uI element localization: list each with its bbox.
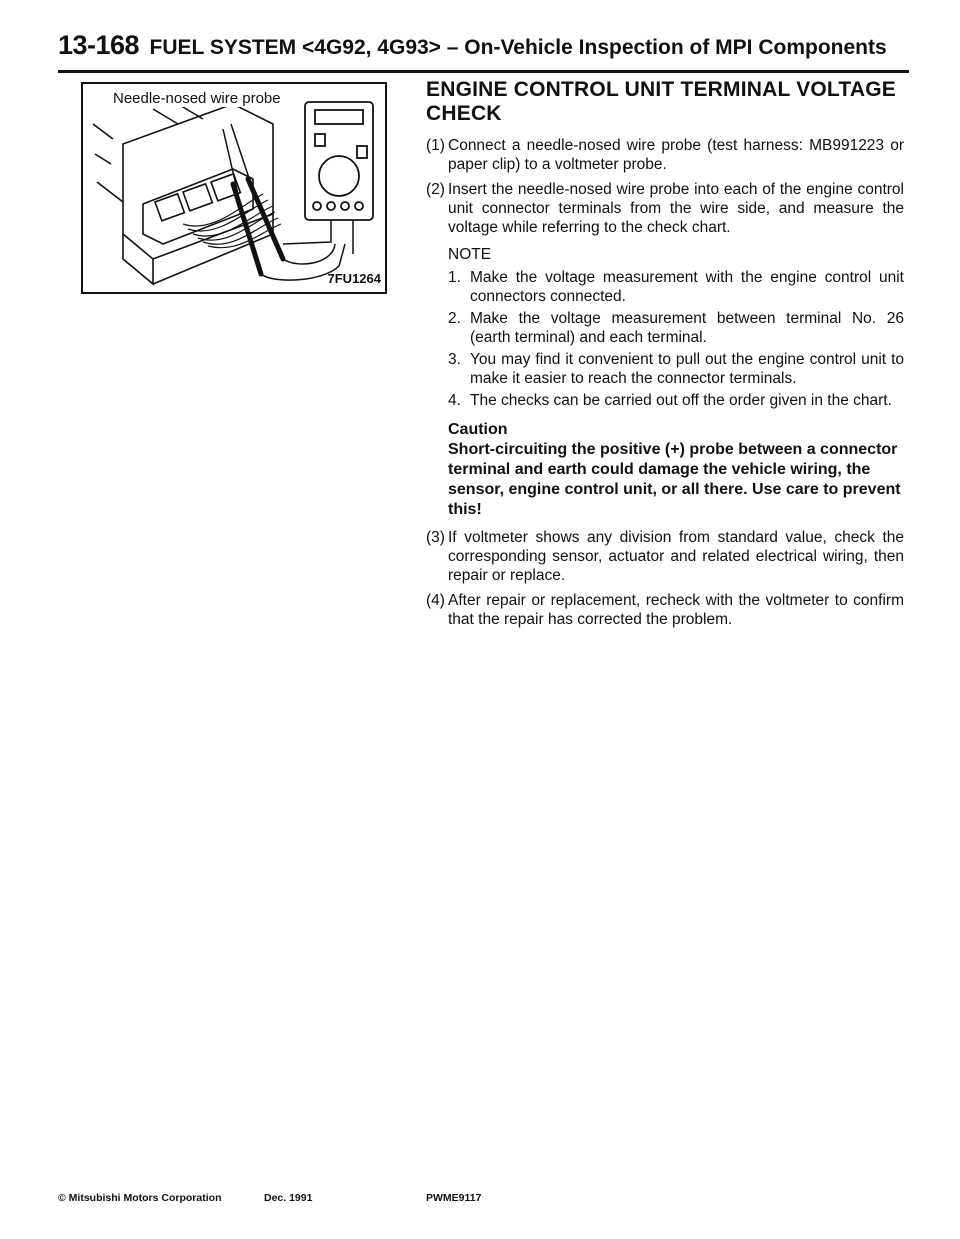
step-text: After repair or replacement, recheck with the voltmeter to confirm that the repair has corrected the problem. xyxy=(448,592,904,628)
figure-code: 7FU1264 xyxy=(327,271,381,286)
caution-block xyxy=(448,420,904,520)
note-label: NOTE xyxy=(448,246,492,263)
note-item xyxy=(448,268,904,306)
note-text: You may find it convenient to pull out the engine control unit to make it easier to reach the connector terminals. xyxy=(470,351,904,387)
main-content xyxy=(426,78,904,635)
illustration-figure xyxy=(81,82,387,294)
note-text: Make the voltage measurement between terminal No. 26 (earth terminal) and each terminal. xyxy=(470,310,904,346)
footer-date: Dec. 1991 xyxy=(264,1192,313,1204)
note-item xyxy=(448,350,904,388)
page-header-title: FUEL SYSTEM <4G92, 4G93> – On-Vehicle Inspection of MPI Components xyxy=(149,36,887,59)
footer-code: PWME9117 xyxy=(426,1192,482,1204)
note-item xyxy=(448,391,904,410)
step-item xyxy=(426,180,904,237)
header-rule xyxy=(58,70,909,73)
step-number: (4) xyxy=(426,592,445,609)
note-number: 3. xyxy=(448,351,461,368)
section-title: ENGINE CONTROL UNIT TERMINAL VOLTAGE CHECK xyxy=(426,78,896,125)
step-text: Insert the needle-nosed wire probe into each of the engine control unit connector terminals from the wire side, and measure the voltage while referring to the check chart. xyxy=(448,181,904,236)
note-number: 4. xyxy=(448,392,461,409)
figure-callout-label: Needle-nosed wire probe xyxy=(113,90,281,107)
step-item xyxy=(426,528,904,585)
note-text: Make the voltage measurement with the engine control unit connectors connected. xyxy=(470,269,904,305)
note-number: 2. xyxy=(448,310,461,327)
note-number: 1. xyxy=(448,269,461,286)
footer-copyright: © Mitsubishi Motors Corporation xyxy=(58,1192,222,1204)
step-text: If voltmeter shows any division from standard value, check the corresponding sensor, actuator and related electrical wiring, then repair or replace. xyxy=(448,529,904,584)
note-text: The checks can be carried out off the order given in the chart. xyxy=(470,392,892,409)
step-item xyxy=(426,591,904,629)
page-header xyxy=(58,30,908,70)
note-item xyxy=(448,309,904,347)
caution-text: Short-circuiting the positive (+) probe between a connector terminal and earth could damage the vehicle wiring, the sensor, engine control unit, or all there. Use care to prevent this! xyxy=(448,441,901,518)
note-list xyxy=(448,268,904,410)
ecu-voltmeter-illustration xyxy=(83,84,385,292)
caution-title: Caution xyxy=(448,421,508,438)
step-number: (1) xyxy=(426,137,445,154)
step-number: (2) xyxy=(426,181,445,198)
step-text: Connect a needle-nosed wire probe (test harness: MB991223 or paper clip) to a voltmeter probe. xyxy=(448,137,904,173)
step-item xyxy=(426,136,904,174)
step-number: (3) xyxy=(426,529,445,546)
page-number: 13-168 xyxy=(58,30,140,60)
